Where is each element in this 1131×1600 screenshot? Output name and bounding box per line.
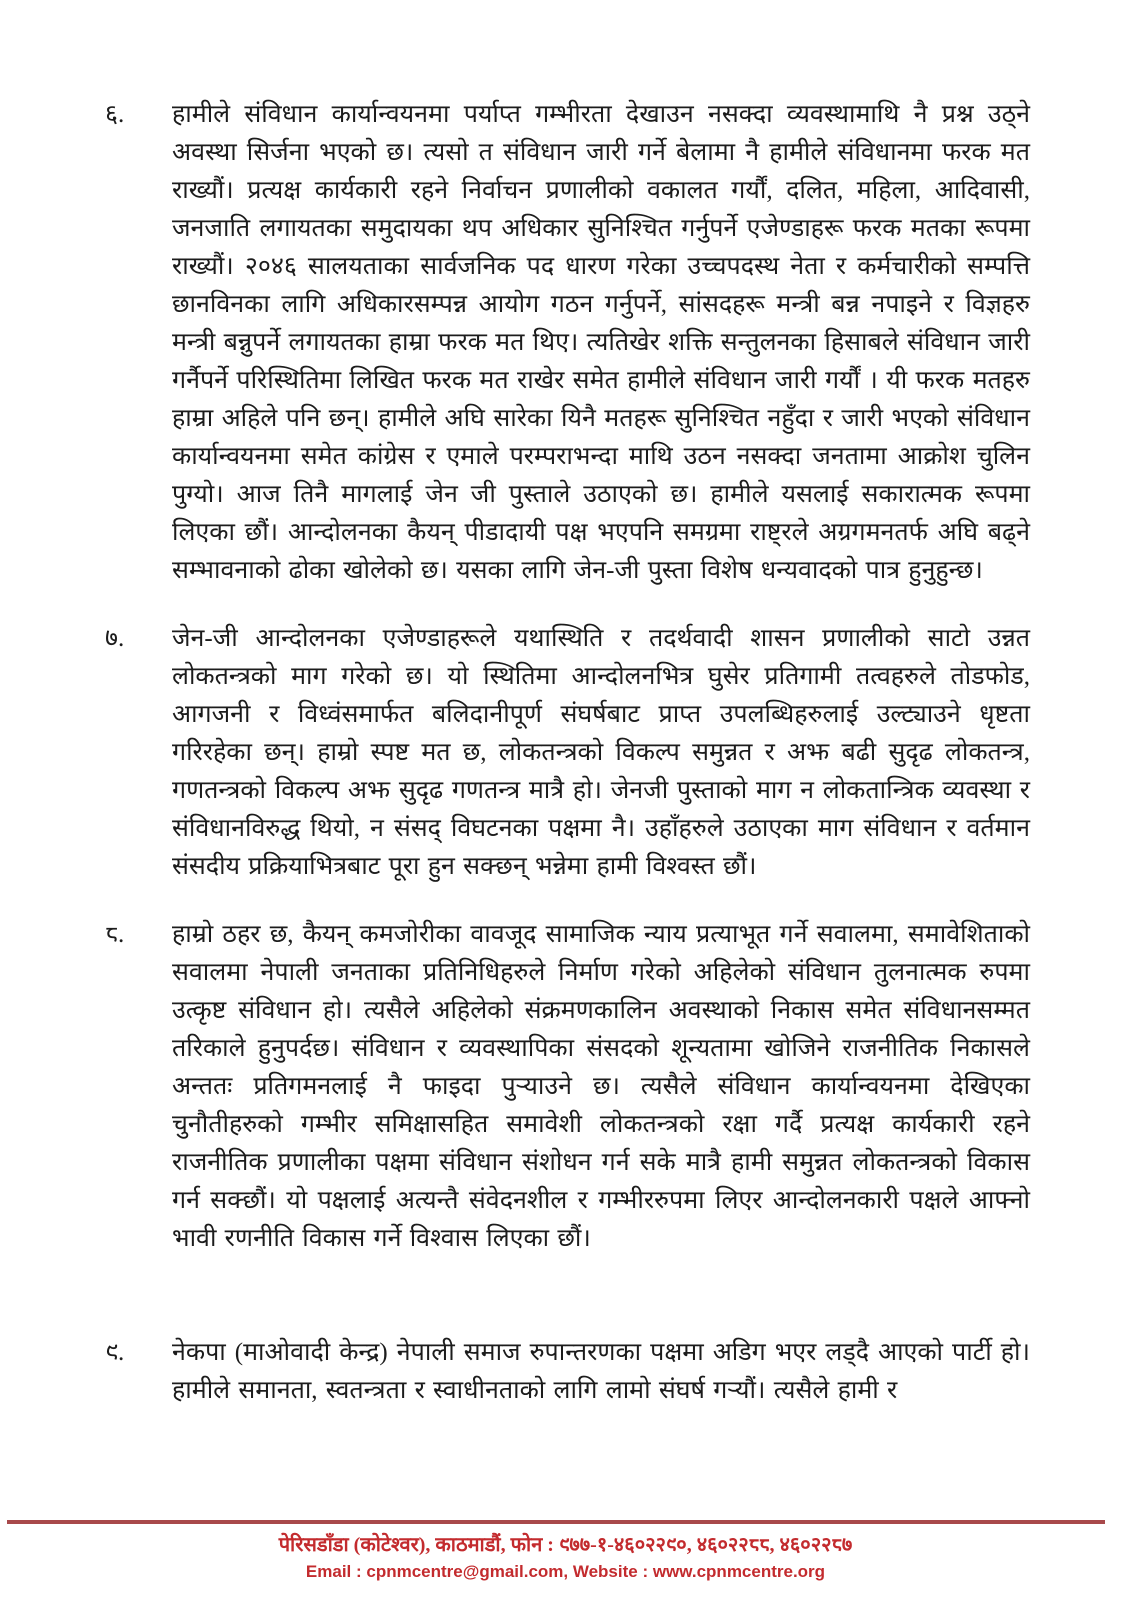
paragraph-text: हामीले संविधान कार्यान्वयनमा पर्याप्त गम्भीरता देखाउन नसक्दा व्यवस्थामाथि नै प्रश्न उठ्ने अवस्था सिर्जना भएको छ। त्यसो त संविधान जारी गर्ने बेलामा नै हामीले संविधानमा फरक मत राख्यौं। प्रत्यक्ष कार्यकारी रहने निर्वाचन प्रणालीको वकालत गर्यौं, दलित, महिला, आदिवासी, जनजाति लगायतका समुदायका थप अधिकार सुनिश्चित गर्नुपर्ने एजेण्डाहरू फरक मतका रूपमा राख्यौं। २०४६ सालयताका सार्वजनिक पद धारण गरेका उच्चपदस्थ नेता र कर्मचारीको सम्पत्ति छानविनका लागि अधिकारसम्पन्न आयोग गठन गर्नुपर्ने, सांसदहरू मन्त्री बन्न नपाइने र विज्ञहरु मन्त्री बन्नुपर्ने लगायतका हाम्रा फरक मत थिए। त्यतिखेर शक्ति सन्तुलनका हिसाबले संविधान जारी गर्नैपर्ने परिस्थितिमा लिखित फरक मत राखेर समेत हामीले संविधान जारी गर्यौं । यी फरक मतहरु हाम्रा अहिले पनि छन्। हामीले अघि सारेका यिनै मतहरू सुनिश्चित नहुँदा र जारी भएको संविधान कार्यान्वयनमा समेत कांग्रेस र एमाले परम्पराभन्दा माथि उठन नसक्दा जनतामा आक्रोश चुलिन पुग्यो। आज तिनै मागलाई जेन जी पुस्ताले उठाएको छ। हामीले यसलाई सकारात्मक रूपमा लिएका छौं। आन्दोलनका कैयन् पीडादायी पक्ष भएपनि समग्रमा राष्ट्रले अग्रगमनतर्फ अघि बढ्ने सम्भावनाको ढोका खोलेको छ। यसका लागि जेन-जी पुस्ता विशेष धन्यवादको पात्र हुनुहुन्छ।	[172, 101, 1030, 584]
paragraph-item-8	[105, 916, 1030, 1258]
footer-address: पेरिसडाँडा (कोटेश्वर), काठमाडौं, फोन : ९७७-१-४६०२२९०, ४६०२२८८, ४६०२२८७	[278, 1534, 853, 1556]
paragraph-text: हाम्रो ठहर छ, कैयन् कमजोरीका वावजूद सामाजिक न्याय प्रत्याभूत गर्ने सवालमा, समावेशिताको सवालमा नेपाली जनताका प्रतिनिधिहरुले निर्माण गरेको अहिलेको संविधान तुलनात्मक रुपमा उत्कृष्ट संविधान हो। त्यसैले अहिलेको संक्रमणकालिन अवस्थाको निकास समेत संविधानसम्मत तरिकाले हुनुपर्दछ। संविधान र व्यवस्थापिका संसदको शून्यतामा खोजिने राजनीतिक निकासले अन्ततः प्रतिगमनलाई नै फाइदा पुऱ्याउने छ। त्यसैले संविधान कार्यान्वयनमा देखिएका चुनौतीहरुको गम्भीर समिक्षासहित समावेशी लोकतन्त्रको रक्षा गर्दै प्रत्यक्ष कार्यकारी रहने राजनीतिक प्रणालीका पक्षमा संविधान संशोधन गर्न सके मात्रै हामी समुन्नत लोकतन्त्रको विकास गर्न सक्छौं। यो पक्षलाई अत्यन्तै संवेदनशील र गम्भीररुपमा लिएर आन्दोलनकारी पक्षले आफ्नो भावी रणनीति विकास गर्ने विश्वास लिएका छौं।	[172, 921, 1030, 1252]
paragraph-number: ९.	[105, 1339, 125, 1366]
paragraph-number: ६.	[105, 101, 125, 128]
paragraph-number: ८.	[105, 921, 125, 948]
footer-contact: Email : cpnmcentre@gmail.com, Website : www.cpnmcentre.org	[305, 1562, 826, 1581]
paragraph-number: ७.	[105, 625, 125, 652]
paragraph-item-6	[105, 96, 1030, 590]
footer-divider	[7, 1520, 1105, 1524]
paragraph-text: जेन-जी आन्दोलनका एजेण्डाहरूले यथास्थिति र तदर्थवादी शासन प्रणालीको साटो उन्नत लोकतन्त्रको माग गरेको छ। यो स्थितिमा आन्दोलनभित्र घुसेर प्रतिगामी तत्वहरुले तोडफोड, आगजनी र विध्वंसमार्फत बलिदानीपूर्ण संघर्षबाट प्राप्त उपलब्धिहरुलाई उल्ट्याउने धृष्टता गरिरहेका छन्। हाम्रो स्पष्ट मत छ, लोकतन्त्रको विकल्प समुन्नत र अझ बढी सुदृढ लोकतन्त्र, गणतन्त्रको विकल्प अझ सुदृढ गणतन्त्र मात्रै हो। जेनजी पुस्ताको माग न लोकतान्त्रिक व्यवस्था र संविधानविरुद्ध थियो, न संसद् विघटनका पक्षमा नै। उहाँहरुले उठाएका माग संविधान र वर्तमान संसदीय प्रक्रियाभित्रबाट पूरा हुन सक्छन् भन्नेमा हामी विश्वस्त छौं।	[172, 625, 1030, 880]
paragraph-list	[105, 96, 1030, 1440]
paragraph-item-9	[105, 1334, 1030, 1410]
paragraph-item-7	[105, 620, 1030, 886]
paragraph-text: नेकपा (माओवादी केन्द्र) नेपाली समाज रुपान्तरणका पक्षमा अडिग भएर लड्दै आएको पार्टी हो। हामीले समानता, स्वतन्त्रता र स्वाधीनताको लागि लामो संघर्ष गऱ्यौं। त्यसैले हामी र	[172, 1339, 1030, 1404]
